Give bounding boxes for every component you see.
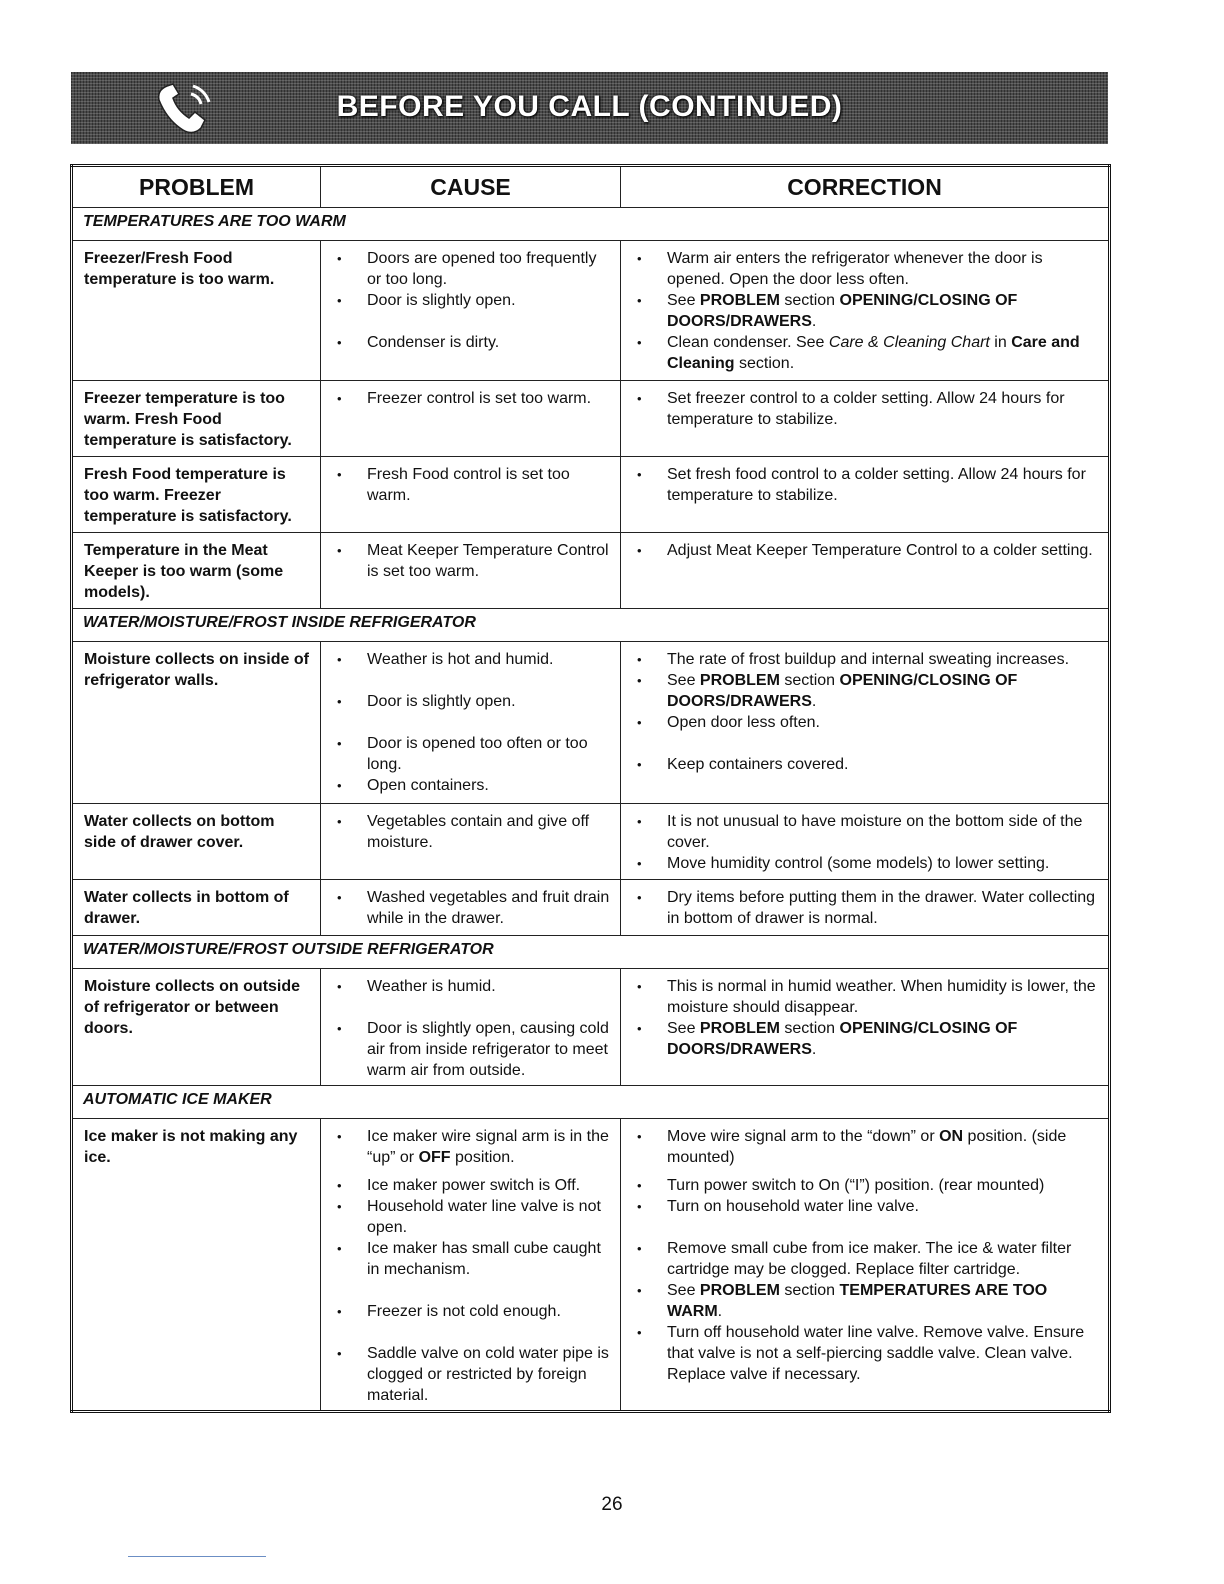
correction-item: • See PROBLEM section TEMPERATURES ARE TOO WARM. (629, 1280, 1102, 1322)
table-row (72, 969, 1110, 1086)
cause-item: • Door is slightly open. (329, 290, 614, 311)
correction-item: • Turn off household water line valve. Remove valve. Ensure that valve is not a self-piercing saddle valve. Clean valve. Replace valve if necessary. (629, 1322, 1102, 1385)
footer-divider (128, 1556, 266, 1557)
cause-cell (321, 1119, 621, 1412)
table-row (72, 642, 1110, 804)
column-header-cause: CAUSE (321, 166, 621, 208)
problem-cell: Freezer/Fresh Food temperature is too warm. (72, 241, 321, 381)
correction-item: • The rate of frost buildup and internal sweating increases. (629, 649, 1102, 670)
correction-item: • Warm air enters the refrigerator whenever the door is opened. Open the door less often. (629, 248, 1102, 290)
correction-cell (621, 533, 1110, 609)
cause-item: • Ice maker power switch is Off. (329, 1175, 614, 1196)
correction-item: • Move wire signal arm to the “down” or ON position. (side mounted) (629, 1126, 1102, 1168)
cause-item: • Condenser is dirty. (329, 332, 614, 353)
table-row (72, 804, 1110, 880)
cause-item: • Door is slightly open. (329, 691, 614, 712)
page-number: 26 (601, 1494, 623, 1515)
correction-item: • Set freezer control to a colder setting. Allow 24 hours for temperature to stabilize. (629, 388, 1102, 430)
correction-item: • See PROBLEM section OPENING/CLOSING OF DOORS/DRAWERS. (629, 670, 1102, 712)
cause-item: • Meat Keeper Temperature Control is set too warm. (329, 540, 614, 582)
cause-item: • Weather is hot and humid. (329, 649, 614, 670)
page-title: BEFORE YOU CALL (CONTINUED) (336, 90, 843, 123)
correction-cell (621, 241, 1110, 381)
problem-cell: Freezer temperature is too warm. Fresh Food temperature is satisfactory. (72, 381, 321, 457)
problem-cell: Water collects in bottom of drawer. (72, 880, 321, 936)
cause-cell (321, 804, 621, 880)
cause-cell (321, 241, 621, 381)
cause-item: • Freezer is not cold enough. (329, 1301, 614, 1322)
correction-item: • This is normal in humid weather. When humidity is lower, the moisture should disappear. (629, 976, 1102, 1018)
correction-item: • It is not unusual to have moisture on the bottom side of the cover. (629, 811, 1102, 853)
cause-item: • Freezer control is set too warm. (329, 388, 614, 409)
page-banner (71, 72, 1108, 144)
correction-item: • See PROBLEM section OPENING/CLOSING OF DOORS/DRAWERS. (629, 290, 1102, 332)
correction-item: • See PROBLEM section OPENING/CLOSING OF DOORS/DRAWERS. (629, 1018, 1102, 1060)
cause-item: • Door is slightly open, causing cold air from inside refrigerator to meet warm air from outside. (329, 1018, 614, 1081)
cause-cell (321, 457, 621, 533)
cause-item: • Open containers. (329, 775, 614, 796)
table-row (72, 880, 1110, 936)
cause-item: • Door is opened too often or too long. (329, 733, 614, 775)
section-heading: TEMPERATURES ARE TOO WARM (72, 208, 1110, 241)
section-heading: AUTOMATIC ICE MAKER (72, 1086, 1110, 1119)
column-header-correction: CORRECTION (621, 166, 1110, 208)
table-header-row (72, 166, 1110, 208)
column-header-problem: PROBLEM (72, 166, 321, 208)
correction-item: • Open door less often. (629, 712, 1102, 733)
correction-item: • Turn on household water line valve. (629, 1196, 1102, 1217)
cause-item: • Saddle valve on cold water pipe is clogged or restricted by foreign material. (329, 1343, 614, 1406)
table-row (72, 533, 1110, 609)
section-heading: WATER/MOISTURE/FROST INSIDE REFRIGERATOR (72, 609, 1110, 642)
correction-cell (621, 1119, 1110, 1412)
table-row (72, 457, 1110, 533)
cause-cell (321, 642, 621, 804)
cause-cell (321, 381, 621, 457)
table-row (72, 1119, 1110, 1412)
cause-item: • Vegetables contain and give off moisture. (329, 811, 614, 853)
cause-item: • Washed vegetables and fruit drain while in the drawer. (329, 887, 614, 929)
correction-item: • Adjust Meat Keeper Temperature Control to a colder setting. (629, 540, 1102, 561)
correction-item: • Keep containers covered. (629, 754, 1102, 775)
cause-cell (321, 533, 621, 609)
correction-item: • Dry items before putting them in the drawer. Water collecting in bottom of drawer is normal. (629, 887, 1102, 929)
cause-item: • Doors are opened too frequently or too long. (329, 248, 614, 290)
cause-cell (321, 969, 621, 1086)
correction-cell (621, 804, 1110, 880)
correction-cell (621, 642, 1110, 804)
correction-cell (621, 969, 1110, 1086)
problem-cell: Moisture collects on inside of refrigerator walls. (72, 642, 321, 804)
correction-item: • Set fresh food control to a colder setting. Allow 24 hours for temperature to stabilize. (629, 464, 1102, 506)
problem-cell: Water collects on bottom side of drawer cover. (72, 804, 321, 880)
correction-cell (621, 880, 1110, 936)
correction-item: • Clean condenser. See Care & Cleaning Chart in Care and Cleaning section. (629, 332, 1102, 374)
table-row (72, 381, 1110, 457)
correction-item: • Move humidity control (some models) to lower setting. (629, 853, 1102, 874)
table-row (72, 241, 1110, 381)
correction-cell (621, 381, 1110, 457)
troubleshooting-table (70, 164, 1111, 1413)
cause-item: • Weather is humid. (329, 976, 614, 997)
correction-item: • Turn power switch to On (“I”) position. (rear mounted) (629, 1175, 1102, 1196)
cause-item: • Ice maker wire signal arm is in the “up” or OFF position. (329, 1126, 614, 1168)
correction-item: • Remove small cube from ice maker. The ice & water filter cartridge may be clogged. Replace filter cartridge. (629, 1238, 1102, 1280)
problem-cell: Fresh Food temperature is too warm. Freezer temperature is satisfactory. (72, 457, 321, 533)
problem-cell: Temperature in the Meat Keeper is too warm (some models). (72, 533, 321, 609)
cause-item: • Ice maker has small cube caught in mechanism. (329, 1238, 614, 1280)
problem-cell: Ice maker is not making any ice. (72, 1119, 321, 1412)
cause-item: • Household water line valve is not open. (329, 1196, 614, 1238)
cause-item: • Fresh Food control is set too warm. (329, 464, 614, 506)
cause-cell (321, 880, 621, 936)
section-heading: WATER/MOISTURE/FROST OUTSIDE REFRIGERATOR (72, 936, 1110, 969)
problem-cell: Moisture collects on outside of refrigerator or between doors. (72, 969, 321, 1086)
correction-cell (621, 457, 1110, 533)
